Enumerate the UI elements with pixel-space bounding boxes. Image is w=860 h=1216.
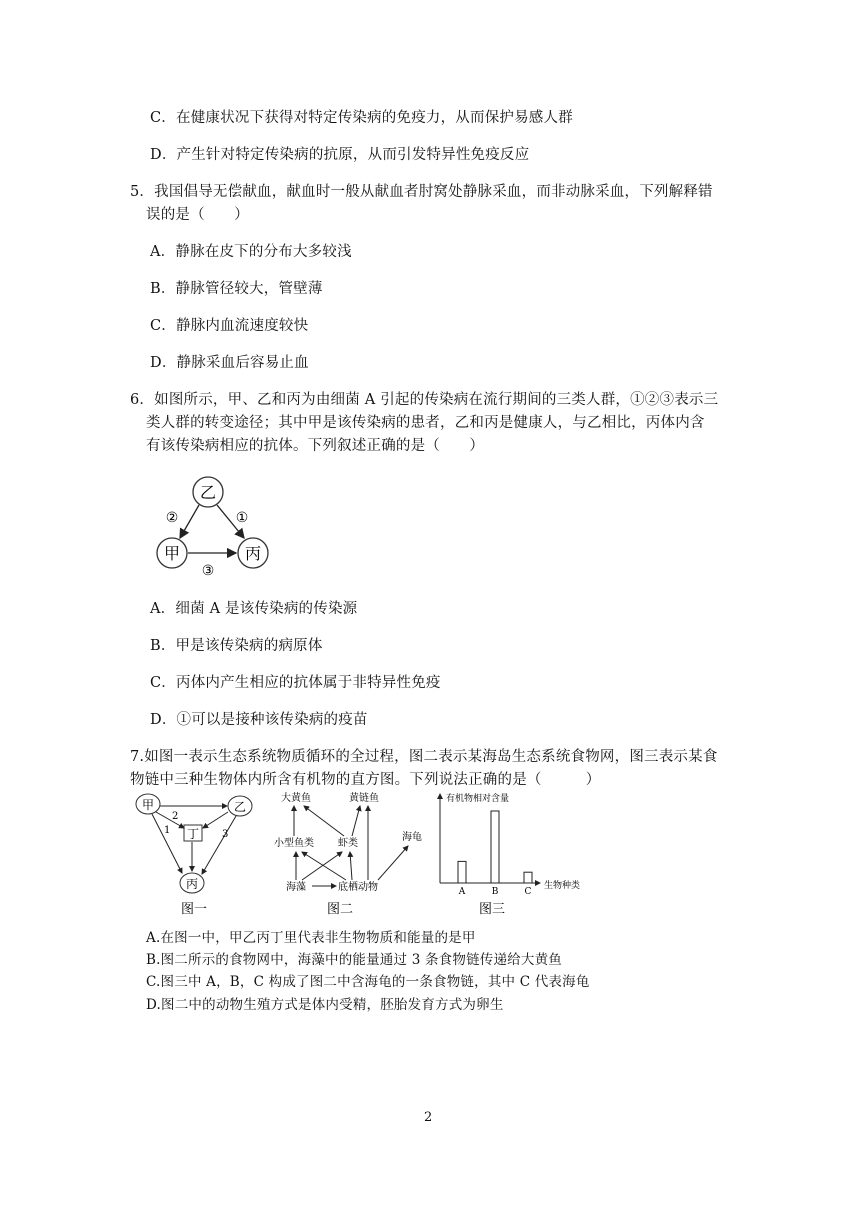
q5-option-b: B．静脉管径较大，管壁薄	[150, 281, 323, 297]
q7-figure-3	[432, 788, 582, 918]
page-number: 2	[424, 1110, 433, 1125]
q7-option-d: D.图二中的动物生殖方式是体内受精，胚胎发育方式为卵生	[146, 997, 504, 1013]
node-bing-label: 丙	[244, 544, 262, 563]
fig3-tick-b: B	[491, 887, 499, 897]
fig2-xiaoxingyu: 小型鱼类	[274, 838, 314, 849]
fig2-caption: 图二	[326, 902, 354, 917]
fig1-node-bing: 丙	[185, 877, 199, 891]
q6-transition-diagram	[150, 470, 280, 580]
q6-option-d: D．①可以是接种该传染病的疫苗	[150, 712, 368, 728]
q5-option-c: C．静脉内血流速度较快	[150, 318, 309, 334]
fig2-huanglianyu: 黄链鱼	[349, 793, 379, 804]
fig3-bar-a	[458, 861, 466, 883]
q6-option-c: C．丙体内产生相应的抗体属于非特异性免疫	[150, 675, 441, 691]
fig1-node-yi: 乙	[233, 800, 247, 814]
fig2-xialei: 虾类	[338, 838, 358, 849]
q6-stem-line1: 6．如图所示，甲、乙和丙为由细菌 A 引起的传染病在流行期间的三类人群，①②③表示三	[130, 392, 719, 408]
fig2-diqi: 底栖动物	[338, 882, 378, 893]
q7-option-c: C.图三中 A，B，C 构成了图二中含海龟的一条食物链，其中 C 代表海龟	[146, 974, 590, 990]
q6-option-b: B．甲是该传染病的病原体	[150, 638, 323, 654]
q4-option-c: C．在健康状况下获得对特定传染病的免疫力，从而保护易感人群	[150, 110, 573, 126]
node-yi-label: 乙	[199, 483, 217, 502]
q4-option-d: D．产生针对特定传染病的抗原，从而引发特异性免疫反应	[150, 147, 530, 163]
arrow-2	[180, 505, 199, 538]
fig2-haizao: 海藻	[286, 882, 306, 893]
fig2-dahuangyu: 大黄鱼	[281, 793, 311, 804]
fig1-node-jia: 甲	[141, 798, 155, 812]
fig3-tick-c: C	[524, 887, 532, 897]
fig1-label-1: 1	[164, 825, 171, 836]
q5-stem-line2: 误的是（ ）	[146, 207, 249, 223]
fig3-caption: 图三	[478, 902, 506, 917]
q7-figure-1	[132, 788, 262, 918]
fig3-y-label: 有机物相对含量	[446, 794, 510, 804]
arrow-3-label: ③	[201, 563, 215, 579]
fig1-label-3: 3	[222, 829, 229, 840]
q6-option-a: A．细菌 A 是该传染病的传染源	[150, 601, 358, 617]
q5-option-d: D．静脉采血后容易止血	[150, 355, 309, 371]
fig3-x-label: 生物种类	[544, 881, 581, 891]
fig2-haigui: 海龟	[402, 832, 422, 843]
q6-stem-line3: 有该传染病相应的抗体。下列叙述正确的是（ ）	[146, 438, 485, 454]
fig3-tick-a: A	[458, 887, 466, 897]
q7-option-a: A.在图一中，甲乙丙丁里代表非生物物质和能量的是甲	[146, 930, 476, 946]
q5-stem-line1: 5．我国倡导无偿献血，献血时一般从献血者肘窝处静脉采血，而非动脉采血，下列解释错	[130, 184, 713, 200]
q7-figure-2	[272, 788, 432, 918]
fig1-caption: 图一	[180, 902, 208, 917]
fig1-label-2: 2	[172, 811, 179, 822]
node-jia-label: 甲	[163, 544, 181, 563]
q7-option-b: B.图二所示的食物网中，海藻中的能量通过 3 条食物链传递给大黄鱼	[146, 952, 562, 968]
fig3-bar-b	[491, 811, 499, 883]
arrow-2-label: ②	[165, 510, 179, 526]
arrow-1-label: ①	[235, 510, 249, 526]
q6-stem-line2: 类人群的转变途径；其中甲是该传染病的患者，乙和丙是健康人，与乙相比，丙体内含	[146, 415, 705, 431]
q5-option-a: A．静脉在皮下的分布大多较浅	[150, 244, 352, 260]
q7-stem-line2: 物链中三种生物体内所含有机物的直方图。下列说法正确的是（ ）	[130, 772, 601, 788]
q7-stem-line1: 7.如图一表示生态系统物质循环的全过程，图二表示某海岛生态系统食物网，图三表示某食	[130, 749, 718, 765]
fig1-node-ding: 丁	[186, 827, 200, 841]
fig3-bar-c	[524, 872, 532, 883]
